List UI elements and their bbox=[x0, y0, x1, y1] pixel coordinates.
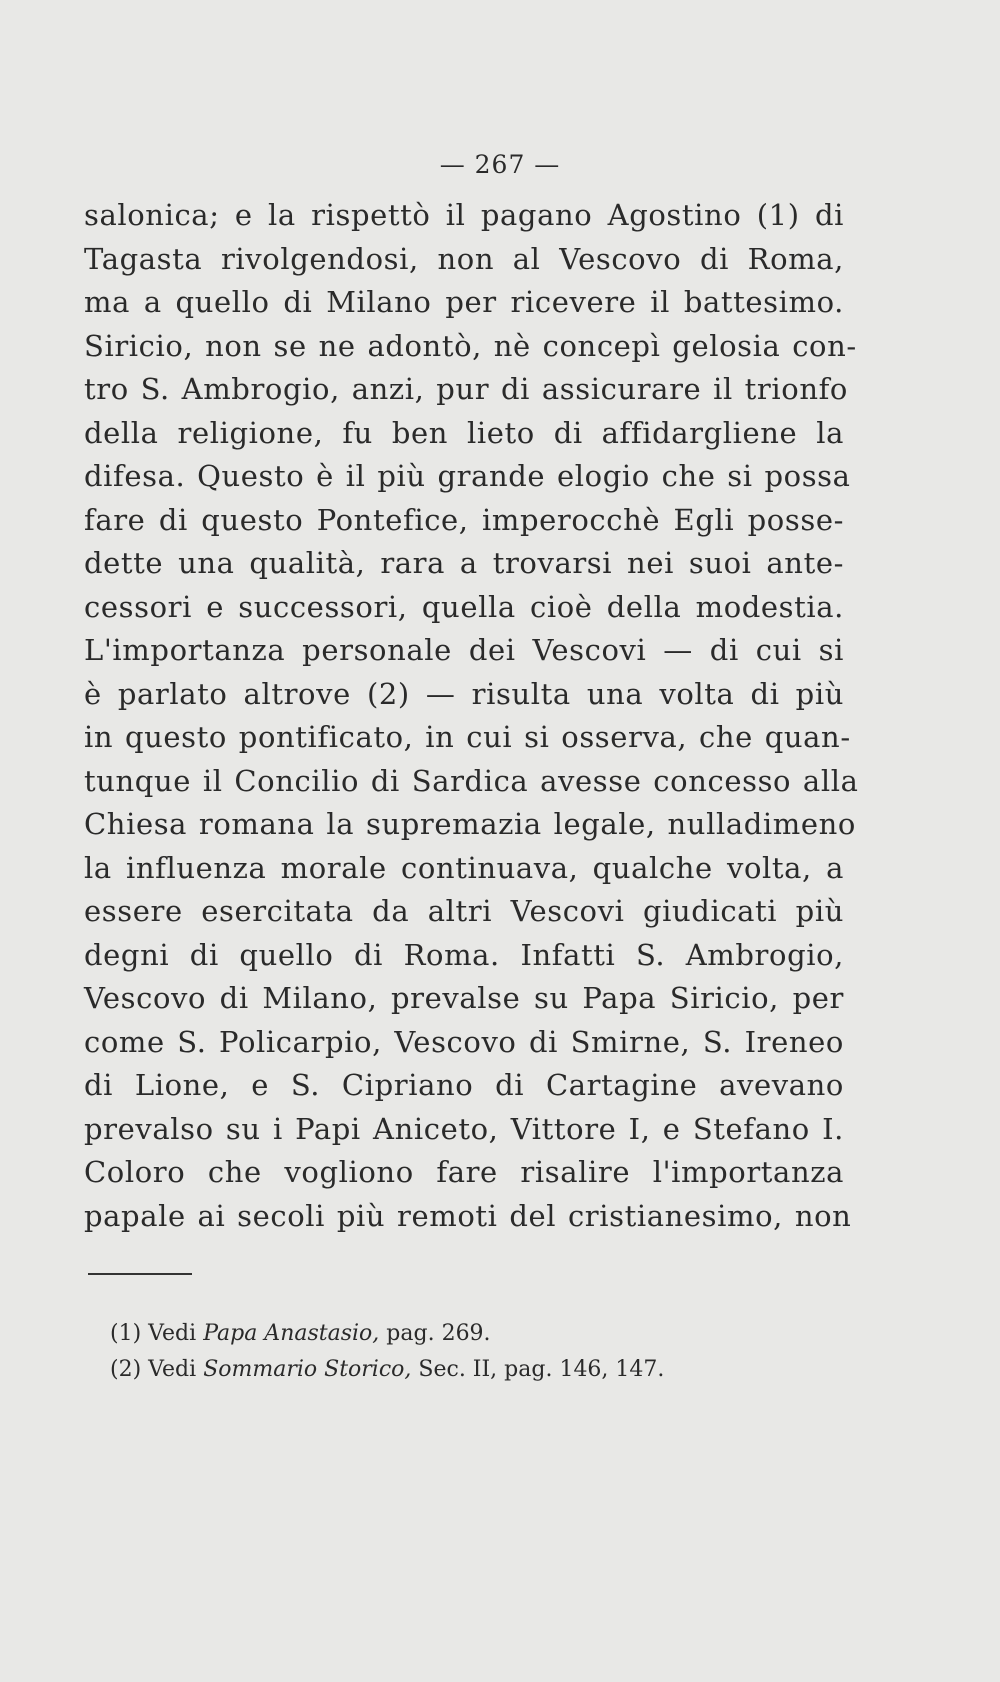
text-line: in questo pontificato, in cui si osserva, che quan- bbox=[84, 720, 851, 754]
text-line: cessori e successori, quella cioè della modestia. bbox=[84, 589, 844, 624]
text-line: difesa. Questo è il più grande elogio che si possa bbox=[84, 459, 851, 493]
text-line: L'importanza personale dei Vescovi — di cui si bbox=[84, 633, 844, 667]
footnote-title: Sommario Storico, bbox=[203, 1357, 412, 1382]
text-line: fare di questo Pontefice, imperocchè Egli posse- bbox=[84, 502, 844, 537]
footnote-2 bbox=[110, 1352, 810, 1388]
footnote-marker: (1) bbox=[110, 1321, 142, 1346]
footnote-rest: pag. 269. bbox=[386, 1321, 491, 1346]
footnote-rest: Sec. II, pag. 146, 147. bbox=[418, 1357, 665, 1382]
footnote-prefix: Vedi bbox=[148, 1357, 197, 1382]
footnotes bbox=[110, 1316, 810, 1388]
text-line: Siricio, non se ne adontò, nè concepì gelosia con- bbox=[84, 328, 857, 363]
text-line: dette una qualità, rara a trovarsi nei suoi ante- bbox=[84, 546, 844, 580]
text-line: Chiesa romana la supremazia legale, nulladimeno bbox=[84, 807, 856, 841]
text-line: Vescovo di Milano, prevalse su Papa Siricio, per bbox=[84, 981, 844, 1015]
text-line: Coloro che vogliono fare risalire l'importanza bbox=[84, 1155, 844, 1189]
text-line: salonica; e la rispettò il pagano Agostino (1) di bbox=[84, 198, 844, 232]
text-line: di Lione, e S. Cipriano di Cartagine avevano bbox=[84, 1068, 844, 1102]
text-line: tro S. Ambrogio, anzi, pur di assicurare il trionfo bbox=[84, 372, 848, 406]
text-line: ma a quello di Milano per ricevere il battesimo. bbox=[84, 285, 844, 319]
text-line: degni di quello di Roma. Infatti S. Ambrogio, bbox=[84, 937, 844, 972]
text-line: papale ai secoli più remoti del cristianesimo, non bbox=[84, 1198, 852, 1233]
footnote-divider bbox=[88, 1273, 192, 1275]
body-text bbox=[84, 194, 859, 1238]
text-line: tunque il Concilio di Sardica avesse concesso alla bbox=[84, 763, 859, 798]
footnote-title: Papa Anastasio, bbox=[203, 1321, 380, 1346]
text-line: è parlato altrove (2) — risulta una volta di più bbox=[84, 676, 844, 711]
page-number: — 267 — bbox=[439, 150, 561, 179]
text-line: la influenza morale continuava, qualche volta, a bbox=[84, 850, 844, 885]
text-line: come S. Policarpio, Vescovo di Smirne, S. Ireneo bbox=[84, 1024, 844, 1059]
footnote-prefix: Vedi bbox=[148, 1321, 197, 1346]
text-line: Tagasta rivolgendosi, non al Vescovo di Roma, bbox=[84, 241, 844, 276]
footnote-marker: (2) bbox=[110, 1357, 142, 1382]
text-line: essere esercitata da altri Vescovi giudicati più bbox=[84, 894, 844, 928]
text-line: prevalso su i Papi Aniceto, Vittore I, e Stefano I. bbox=[84, 1111, 844, 1146]
text-line: della religione, fu ben lieto di affidargliene la bbox=[84, 415, 844, 450]
footnote-1 bbox=[110, 1316, 810, 1352]
